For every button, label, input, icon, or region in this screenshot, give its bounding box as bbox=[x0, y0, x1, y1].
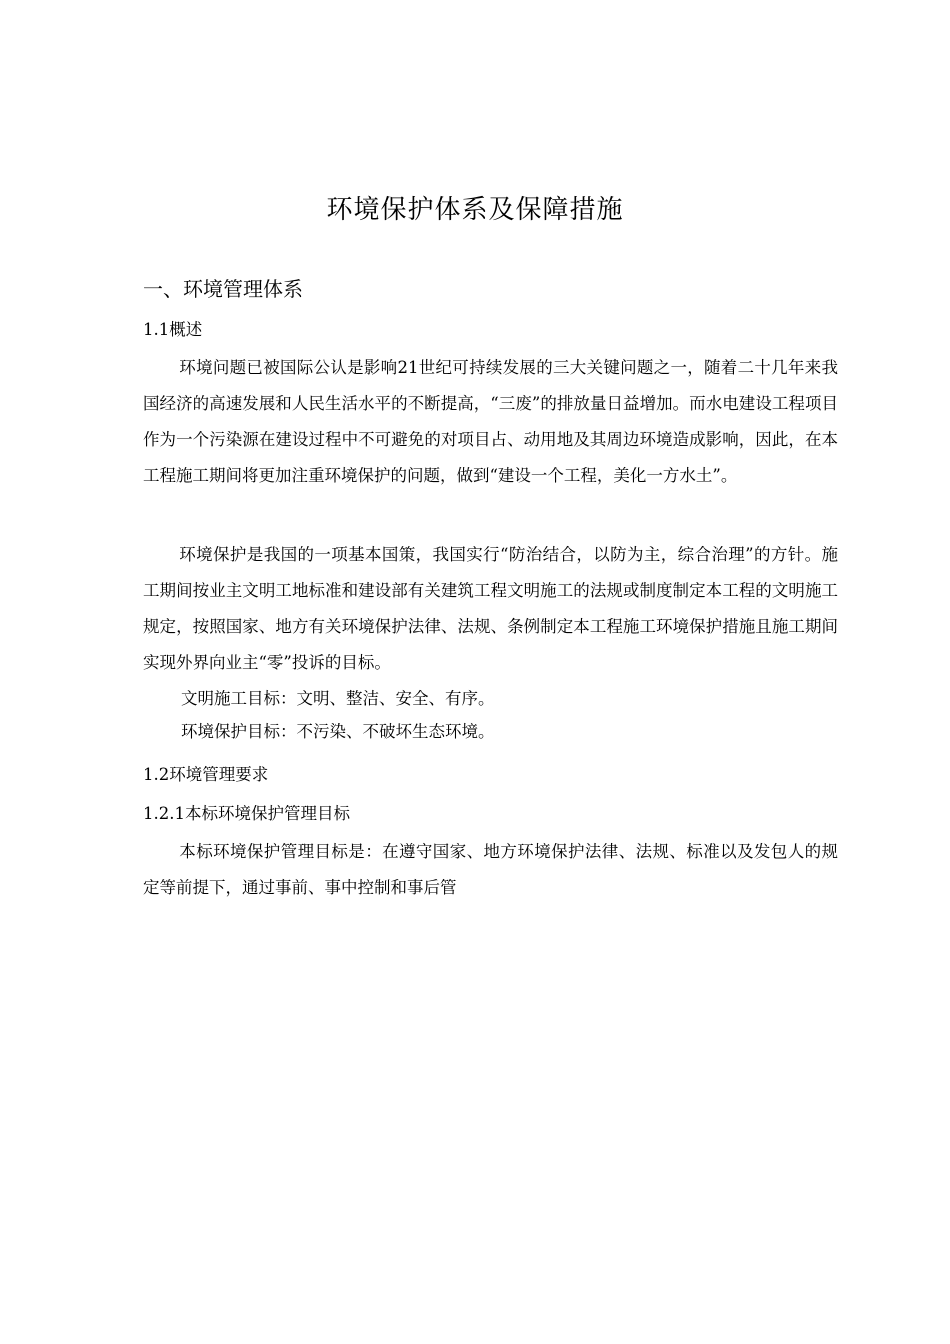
subsection-heading-management-requirements: 1.2环境管理要求 bbox=[143, 765, 269, 784]
environment-protection-goal: 环境保护目标：不污染、不破坏生态环境。 bbox=[181, 722, 495, 741]
paragraph-environment-issues: 环境问题已被国际公认是影响21世纪可持续发展的三大关键问题之一，随着二十几年来我国经济的高速发展和人民生活水平的不断提高，“三废”的排放量日益增加。而水电建设工程项目作为一个污染源在建设过程中不可避免的对项目占、动用地及其周边环境造成影响，因此，在本工程施工期间将更加注重环境保护的问题，做到“建设一个工程，美化一方水土”。 bbox=[143, 358, 838, 485]
paragraph-basic-national-policy: 环境保护是我国的一项基本国策，我国实行“防治结合，以防为主，综合治理”的方针。施工期间按业主文明工地标准和建设部有关建筑工程文明施工的法规或制度制定本工程的文明施工规定，按照国家、地方有关环境保护法律、法规、条例制定本工程施工环境保护措施且施工期间实现外界向业主“零”投诉的目标。 bbox=[143, 545, 838, 672]
paragraph-management-target: 本标环境保护管理目标是：在遵守国家、地方环境保护法律、法规、标准以及发包人的规定等前提下，通过事前、事中控制和事后管 bbox=[143, 842, 838, 897]
subsection-heading-overview: 1.1概述 bbox=[143, 320, 203, 339]
document-title: 环境保护体系及保障措施 bbox=[326, 195, 624, 225]
section-heading-environment-management-system: 一、环境管理体系 bbox=[143, 277, 303, 301]
civilized-construction-goal: 文明施工目标：文明、整洁、安全、有序。 bbox=[181, 689, 495, 708]
subsection-heading-management-target: 1.2.1本标环境保护管理目标 bbox=[143, 804, 350, 823]
